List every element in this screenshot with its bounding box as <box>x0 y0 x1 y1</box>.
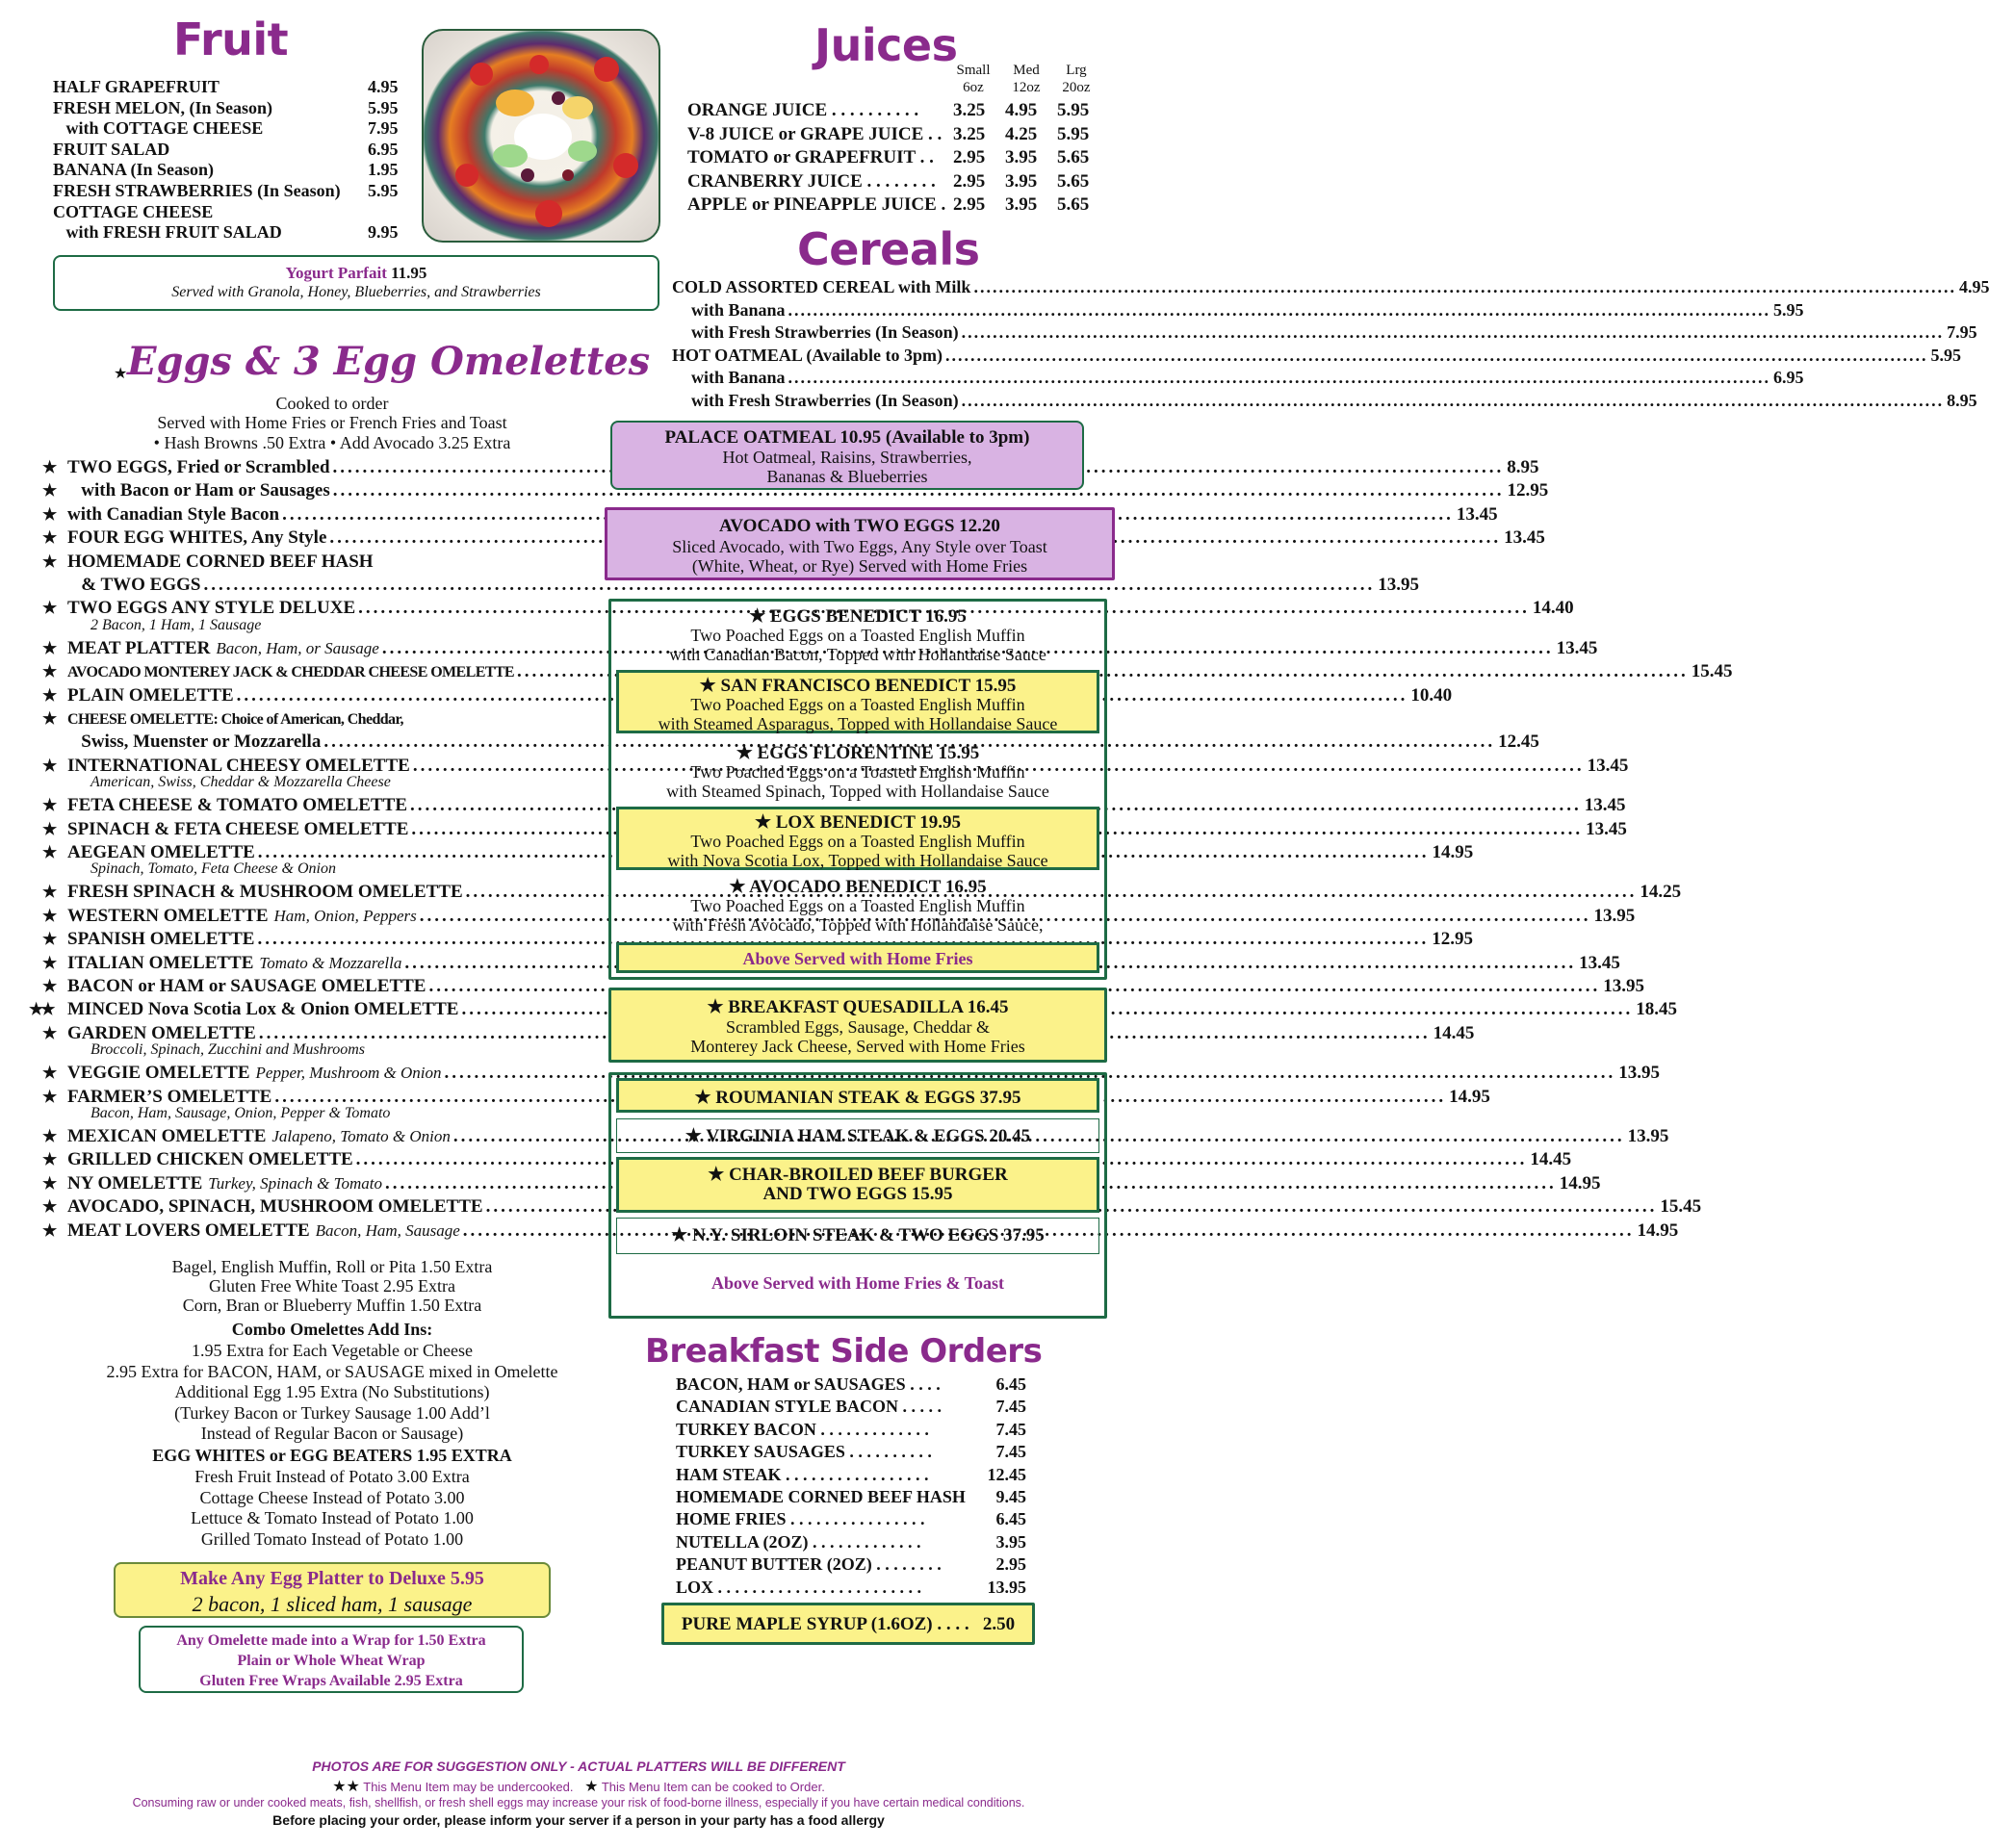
egg-item-name: with Canadian Style Bacon <box>67 503 280 525</box>
oz-small: 6oz <box>963 80 984 95</box>
oz-med: 12oz <box>1012 80 1041 95</box>
deluxe-title: Make Any Egg Platter to Deluxe 5.95 <box>180 1568 484 1589</box>
benedict-head: ★ AVOCADO BENEDICT 16.95 <box>729 877 987 897</box>
wrap-note: Plain or Whole Wheat Wrap <box>237 1653 426 1669</box>
side-item-name: TURKEY SAUSAGES . . . . . . . . . . <box>676 1442 932 1462</box>
juice-item-price: 5.95 <box>1057 123 1090 144</box>
substitution-note: Cottage Cheese Instead of Potato 3.00 <box>199 1487 465 1507</box>
egg-item-name: FRESH SPINACH & MUSHROOM OMELETTE <box>67 882 463 903</box>
benedict-head: ★ SAN FRANCISCO BENEDICT 15.95 <box>699 676 1017 696</box>
egg-item-name: WESTERN OMELETTE <box>67 905 269 926</box>
benedict-line2: with Fresh Avocado, Topped with Hollandaise Sauce, <box>672 915 1044 935</box>
quesadilla-box <box>608 988 1107 1063</box>
star-icon: ★ <box>42 843 58 861</box>
egg-item-price: 12.45 <box>1498 732 1539 753</box>
egg-item-price: 13.95 <box>1627 1126 1669 1146</box>
wrap-box <box>139 1626 524 1693</box>
star-icon: ★ <box>42 883 58 902</box>
cereal-item-name: COLD ASSORTED CEREAL with Milk <box>672 277 971 296</box>
eggs-title-star: ★ <box>114 366 128 382</box>
juice-item-price: 3.95 <box>1005 170 1038 192</box>
steak-item <box>616 1118 1099 1153</box>
eggs-cooked-note: Cooked to order <box>275 394 389 413</box>
avocado-eggs-head: AVOCADO with TWO EGGS 12.20 <box>719 516 1000 536</box>
egg-item-price: 14.45 <box>1530 1149 1572 1170</box>
egg-item-name: AEGEAN OMELETTE <box>67 842 255 862</box>
footer-warning: Consuming raw or under cooked meats, fish, shellfish, or fresh shell eggs may increase your risk of food-borne illness, especially if you have certain medical conditions. <box>132 1796 1025 1810</box>
leader-dots <box>788 299 1771 321</box>
substitution-note: Lettuce & Tomato Instead of Potato 1.00 <box>191 1508 474 1528</box>
cereal-item-name: with Fresh Strawberries (In Season) <box>691 391 959 410</box>
egg-item-note: Pepper, Mushroom & Onion <box>255 1064 442 1083</box>
star-icon: ★ <box>42 906 58 925</box>
egg-item <box>42 552 583 573</box>
egg-item-price: 14.40 <box>1532 598 1574 619</box>
benedict-item <box>616 807 1099 870</box>
egg-item-desc: Broccoli, Spinach, Zucchini and Mushrooms <box>90 1041 366 1059</box>
cereal-item-price: 5.95 <box>1773 299 1804 320</box>
yogurt-title: Yogurt Parfait <box>285 264 387 282</box>
juice-item-price: 5.95 <box>1057 100 1090 120</box>
benedict-line1: Two Poached Eggs on a Toasted English Muffin <box>690 762 1025 782</box>
egg-item-name: VEGGIE OMELETTE <box>67 1063 250 1084</box>
egg-whites-note: EGG WHITES or EGG BEATERS 1.95 EXTRA <box>152 1446 512 1465</box>
size-small: Small <box>956 63 991 78</box>
steak-footer-box <box>616 1262 1099 1312</box>
avocado-eggs-line2: (White, Wheat, or Rye) Served with Home Fries <box>691 556 1028 576</box>
cereal-item-price: 7.95 <box>1947 322 1977 343</box>
deluxe-box <box>114 1562 551 1618</box>
egg-item-name: AVOCADO, SPINACH, MUSHROOM OMELETTE <box>67 1196 483 1218</box>
star-icon: ★ <box>42 481 58 500</box>
egg-item-desc: Bacon, Ham, Sausage, Onion, Pepper & Tomato <box>90 1105 391 1121</box>
eggs-extras-note: • Hash Browns .50 Extra • Add Avocado 3.25 Extra <box>153 433 511 452</box>
star-icon: ★ <box>584 1779 599 1795</box>
side-item-name: NUTELLA (2OZ) . . . . . . . . . . . . . <box>676 1531 921 1552</box>
star-icon: ★ <box>42 1197 58 1217</box>
egg-item-name: SPINACH & FETA CHEESE OMELETTE <box>67 818 409 839</box>
egg-item-price: 12.95 <box>1507 480 1549 501</box>
fruit-item-price: 1.95 <box>368 160 399 180</box>
star-icon: ★ <box>42 1150 58 1169</box>
egg-item-name: MINCED Nova Scotia Lox & Onion OMELETTE <box>67 999 459 1020</box>
quesadilla-head: ★ BREAKFAST QUESADILLA 16.45 <box>707 997 1009 1017</box>
yogurt-parfait-box <box>53 255 659 311</box>
fruit-item-name: with COTTAGE CHEESE <box>53 118 264 139</box>
side-item-price: 9.45 <box>995 1487 1026 1506</box>
steak-item <box>616 1218 1099 1254</box>
fruit-item-price: 6.95 <box>368 139 399 159</box>
fruit-item-name: FRUIT SALAD <box>53 139 170 159</box>
juice-item-price: 5.65 <box>1057 194 1090 216</box>
steak-item <box>616 1157 1099 1213</box>
egg-item-name: BACON or HAM or SAUSAGE OMELETTE <box>67 976 426 996</box>
egg-item-name: HOMEMADE CORNED BEEF HASH <box>67 551 374 572</box>
side-item-price: 12.45 <box>987 1464 1026 1484</box>
egg-item-name: GARDEN OMELETTE <box>67 1022 256 1043</box>
juice-item-price: 3.95 <box>1005 194 1038 216</box>
egg-item-price: 8.95 <box>1507 457 1539 477</box>
fruit-item-name: HALF GRAPEFRUIT <box>53 77 220 96</box>
egg-item-price: 10.40 <box>1410 684 1453 706</box>
egg-item-price: 12.95 <box>1432 929 1473 950</box>
cereal-item <box>691 299 1804 321</box>
egg-item-note: Bacon, Ham, or Sausage <box>216 638 379 657</box>
egg-item-price: 13.45 <box>1556 637 1598 658</box>
side-item-name: HOMEMADE CORNED BEEF HASH <box>676 1487 966 1506</box>
juices-title: Juices <box>814 19 958 71</box>
side-item-name: BACON, HAM or SAUSAGES . . . . <box>676 1374 941 1394</box>
juice-item-price: 2.95 <box>953 147 986 168</box>
egg-item-desc: Spinach, Tomato, Feta Cheese & Onion <box>90 860 336 878</box>
star-icon: ★ <box>42 458 58 476</box>
star-icon: ★ <box>42 599 58 618</box>
juice-item-price: 2.95 <box>953 194 986 216</box>
egg-item <box>42 708 583 731</box>
fruit-item-price: 7.95 <box>368 118 399 139</box>
footer-star-legend <box>0 1777 1157 1796</box>
combo-note: Additional Egg 1.95 Extra (No Substitutions) <box>174 1382 490 1402</box>
cereal-item-name: with Fresh Strawberries (In Season) <box>691 322 959 343</box>
bread-note: Gluten Free White Toast 2.95 Extra <box>208 1276 456 1296</box>
egg-item-note: Jalapeno, Tomato & Onion <box>271 1127 451 1145</box>
palace-oatmeal-box <box>610 421 1084 490</box>
combo-note: (Turkey Bacon or Turkey Sausage 1.00 Add’l <box>174 1402 490 1423</box>
star-icon: ★ <box>42 953 58 972</box>
fruit-item-name: FRESH MELON, (In Season) <box>53 97 273 117</box>
benedict-line1: Two Poached Eggs on a Toasted English Muffin <box>690 626 1025 645</box>
combo-note: 2.95 Extra for BACON, HAM, or SAUSAGE mixed in Omelette <box>106 1361 558 1381</box>
juice-item-price: 3.25 <box>953 100 986 120</box>
star-icon: ★ <box>42 528 58 548</box>
footer-photos-note: PHOTOS ARE FOR SUGGESTION ONLY - ACTUAL PLATTERS WILL BE DIFFERENT <box>312 1758 845 1774</box>
juice-item-price: 5.65 <box>1057 147 1090 168</box>
benedict-head: ★ LOX BENEDICT 19.95 <box>754 812 962 833</box>
egg-item-price: 14.25 <box>1640 882 1682 903</box>
cereal-item-price: 4.95 <box>1958 277 1989 296</box>
egg-item-name: FOUR EGG WHITES, Any Style <box>67 527 327 549</box>
fruit-item-price: 5.95 <box>368 97 399 117</box>
egg-item <box>42 661 1733 683</box>
egg-item <box>42 795 1626 816</box>
star-icon: ★ <box>42 552 58 571</box>
fruit-title: Fruit <box>173 13 289 65</box>
fruit-item-name: FRESH STRAWBERRIES (In Season) <box>53 181 341 200</box>
fruit-item-price: 4.95 <box>368 77 399 96</box>
star-icon: ★ <box>42 504 58 524</box>
leader-dots <box>945 345 1928 366</box>
star-icon: ★ <box>42 685 58 705</box>
eggs-title: Eggs & 3 Egg Omelettes <box>127 339 651 384</box>
egg-item <box>42 575 1419 596</box>
egg-item-note: Tomato & Mozzarella <box>259 953 402 972</box>
combo-title: Combo Omelettes Add Ins: <box>231 1320 433 1339</box>
star-icon: ★ <box>42 1087 58 1106</box>
bread-note: Bagel, English Muffin, Roll or Pita 1.50 Extra <box>171 1257 493 1276</box>
egg-item-price: 13.45 <box>1504 527 1545 549</box>
star-icon: ★ <box>42 796 58 815</box>
fruit-item-name: BANANA (In Season) <box>53 160 215 180</box>
juice-item-price: 3.95 <box>1005 147 1038 168</box>
benedict-line2: with Nova Scotia Lox, Topped with Hollandaise Sauce <box>667 851 1048 870</box>
steak-label: ★ ROUMANIAN STEAK & EGGS 37.95 <box>694 1088 1021 1108</box>
oz-lrg: 20oz <box>1062 80 1091 95</box>
side-item-price: 7.45 <box>995 1397 1026 1417</box>
substitution-note: Fresh Fruit Instead of Potato 3.00 Extra <box>194 1467 470 1486</box>
star-icon: ★ <box>42 1023 58 1042</box>
cereal-item-name: with Banana <box>691 299 786 320</box>
egg-item-price: 14.95 <box>1432 842 1474 862</box>
juice-item-name: TOMATO or GRAPEFRUIT . . <box>687 147 934 168</box>
egg-item-price: 13.45 <box>1584 795 1626 816</box>
steak-label: ★ CHAR-BROILED BEEF BURGER <box>708 1165 1008 1185</box>
cereal-item <box>691 321 1977 343</box>
egg-item-name: & TWO EGGS <box>67 575 201 595</box>
maple-syrup: PURE MAPLE SYRUP (1.6OZ) . . . . 2.50 <box>681 1614 1016 1634</box>
egg-item <box>42 1149 1572 1170</box>
benedict-item <box>616 874 1099 937</box>
egg-item-price: 14.95 <box>1449 1086 1490 1107</box>
egg-item-name: PLAIN OMELETTE <box>67 684 234 706</box>
cereal-item-price: 8.95 <box>1947 391 1977 410</box>
juice-item-price: 4.95 <box>1005 100 1038 120</box>
fruit-plate-photo <box>422 29 660 243</box>
combo-note: Instead of Regular Bacon or Sausage) <box>200 1424 464 1444</box>
yogurt-price: 11.95 <box>391 264 427 282</box>
egg-item-price: 13.45 <box>1586 818 1627 839</box>
steak-label: ★ VIRGINIA HAM STEAK & EGGS 20.45 <box>685 1126 1031 1146</box>
side-item-price: 6.45 <box>995 1509 1026 1529</box>
juice-item-price: 5.65 <box>1057 170 1090 192</box>
yogurt-desc: Served with Granola, Honey, Blueberries, and Strawberries <box>171 284 541 300</box>
side-item-name: CANADIAN STYLE BACON . . . . . <box>676 1397 943 1417</box>
side-item-price: 2.95 <box>995 1554 1026 1575</box>
side-item-price: 6.45 <box>995 1374 1026 1394</box>
egg-item-note: Ham, Onion, Peppers <box>273 906 417 925</box>
benedict-line1: Two Poached Eggs on a Toasted English Muffin <box>690 896 1025 915</box>
juice-item-name: V-8 JUICE or GRAPE JUICE . . <box>687 123 943 144</box>
quesadilla-line1: Scrambled Eggs, Sausage, Cheddar & <box>726 1017 990 1037</box>
deluxe-sub: 2 bacon, 1 sliced ham, 1 sausage <box>192 1592 473 1616</box>
egg-item-name: ITALIAN OMELETTE <box>67 952 254 973</box>
star-icon: ★ <box>42 1127 58 1145</box>
maple-syrup-box <box>661 1603 1035 1645</box>
juice-item-name: CRANBERRY JUICE . . . . . . . . <box>687 170 936 192</box>
cereal-item-price: 6.95 <box>1773 368 1804 388</box>
steak-footer: Above Served with Home Fries & Toast <box>711 1273 1004 1293</box>
benedict-item <box>616 603 1099 667</box>
side-item-price: 13.95 <box>987 1577 1026 1597</box>
fruit-item-name: with FRESH FRUIT SALAD <box>53 222 282 243</box>
egg-item-name: MEAT PLATTER <box>67 637 211 658</box>
egg-item-name: AVOCADO MONTEREY JACK & CHEDDAR CHEESE OMELETTE <box>67 664 514 681</box>
egg-item-name: MEXICAN OMELETTE <box>67 1126 267 1146</box>
cereal-item <box>691 367 1804 388</box>
cereal-item-name: with Banana <box>691 368 786 388</box>
wrap-note: Any Omelette made into a Wrap for 1.50 Extra <box>176 1632 486 1649</box>
star-icon: ★ <box>42 819 58 838</box>
side-item-price: 7.45 <box>995 1442 1026 1462</box>
undercooked-note: This Menu Item may be undercooked. <box>363 1780 574 1794</box>
egg-item-name: CHEESE OMELETTE: Choice of American, Cheddar, <box>67 711 403 728</box>
substitution-note: Grilled Tomato Instead of Potato 1.00 <box>200 1528 464 1549</box>
egg-item <box>42 1063 1660 1084</box>
star-icon: ★ <box>42 1220 58 1240</box>
leader-dots <box>973 276 1956 297</box>
benedict-line2: with Canadian Bacon, Topped with Hollandaise Sauce <box>669 645 1046 664</box>
benedict-item <box>616 670 1099 733</box>
star-icon: ★★ <box>29 1000 53 1019</box>
side-item-price: 3.95 <box>995 1531 1026 1552</box>
benedict-head: ★ EGGS BENEDICT 16.95 <box>749 606 967 627</box>
egg-item-name: FARMER’S OMELETTE <box>67 1086 272 1107</box>
egg-item <box>42 976 1644 997</box>
size-lrg: Lrg <box>1066 63 1087 78</box>
combo-note: 1.95 Extra for Each Vegetable or Cheese <box>191 1341 474 1360</box>
star-icon: ★ <box>42 756 58 775</box>
egg-item-price: 13.95 <box>1618 1063 1660 1084</box>
egg-item-name: MEAT LOVERS OMELETTE <box>67 1219 310 1241</box>
eggs-served-note: Served with Home Fries or French Fries and Toast <box>157 413 507 432</box>
benedict-line1: Two Poached Eggs on a Toasted English Muffin <box>690 695 1025 714</box>
fruit-item-name: COTTAGE CHEESE <box>53 201 214 221</box>
side-item-name: HAM STEAK . . . . . . . . . . . . . . . . . <box>676 1464 929 1484</box>
cereal-item-name: HOT OATMEAL (Available to 3pm) <box>672 345 943 365</box>
side-item-name: PEANUT BUTTER (2OZ) . . . . . . . . <box>676 1554 942 1575</box>
egg-item-price: 15.45 <box>1660 1196 1702 1218</box>
egg-item-price: 18.45 <box>1636 999 1677 1020</box>
egg-item-price: 13.95 <box>1603 976 1644 996</box>
leader-dots <box>962 321 1945 343</box>
cereal-item <box>672 345 1962 366</box>
steak-label2: AND TWO EGGS 15.95 <box>762 1184 953 1204</box>
egg-item-name: TWO EGGS, Fried or Scrambled <box>67 457 330 477</box>
leader-dots <box>788 367 1771 388</box>
cereals-title: Cereals <box>797 223 980 275</box>
bread-note: Corn, Bran or Blueberry Muffin 1.50 Extra <box>182 1296 482 1315</box>
juice-item-price: 3.25 <box>953 123 986 144</box>
size-med: Med <box>1013 63 1040 78</box>
egg-item-price: 13.45 <box>1456 503 1498 525</box>
egg-item-price: 13.95 <box>1593 905 1636 926</box>
side-item-name: LOX . . . . . . . . . . . . . . . . . . . . . . . . <box>676 1577 922 1597</box>
avocado-eggs-line1: Sliced Avocado, with Two Eggs, Any Style over Toast <box>672 537 1047 556</box>
star-icon: ★ <box>42 930 58 949</box>
cereal-item-price: 5.95 <box>1930 345 1962 365</box>
fruit-item-price: 5.95 <box>368 181 399 200</box>
egg-item-price: 14.95 <box>1559 1172 1601 1194</box>
star-icon: ★ <box>42 638 58 657</box>
egg-item-note: Turkey, Spinach & Tomato <box>208 1173 382 1193</box>
side-item-name: HOME FRIES . . . . . . . . . . . . . . . . <box>676 1509 925 1529</box>
steak-item <box>616 1078 1099 1113</box>
palace-line2: Bananas & Blueberries <box>766 467 928 486</box>
egg-item <box>42 929 1473 950</box>
juice-item-price: 2.95 <box>953 170 986 192</box>
egg-item-name: INTERNATIONAL CHEESY OMELETTE <box>67 755 410 776</box>
star-icon: ★ <box>42 1173 58 1193</box>
benedict-footer: Above Served with Home Fries <box>742 949 973 968</box>
benedict-line1: Two Poached Eggs on a Toasted English Muffin <box>690 832 1025 851</box>
cereal-item <box>672 276 1989 297</box>
egg-item-desc: 2 Bacon, 1 Ham, 1 Sausage <box>90 616 262 633</box>
quesadilla-line2: Monterey Jack Cheese, Served with Home Fries <box>690 1037 1025 1056</box>
egg-item-price: 14.45 <box>1433 1022 1475 1043</box>
egg-item-name: SPANISH OMELETTE <box>67 929 255 950</box>
juice-item-name: ORANGE JUICE . . . . . . . . . . <box>687 100 919 120</box>
side-item-name: TURKEY BACON . . . . . . . . . . . . . <box>676 1419 929 1439</box>
benedict-line2: with Steamed Spinach, Topped with Hollandaise Sauce <box>666 782 1049 801</box>
egg-item-price: 15.45 <box>1691 661 1733 682</box>
palace-head: PALACE OATMEAL 10.95 (Available to 3pm) <box>664 427 1030 448</box>
footer-allergy: Before placing your order, please inform your server if a person in your party has a food allergy <box>272 1812 885 1828</box>
egg-item <box>42 1196 1702 1218</box>
egg-item-name: with Bacon or Ham or Sausages <box>67 480 330 501</box>
juice-item-price: 4.25 <box>1005 123 1038 144</box>
juice-size-header <box>945 62 1101 96</box>
egg-item-desc: American, Swiss, Cheddar & Mozzarella Cheese <box>90 774 391 791</box>
egg-item-note: Bacon, Ham, Sausage <box>315 1220 460 1240</box>
egg-item-name: Swiss, Muenster or Mozzarella <box>67 732 322 753</box>
steak-label: ★ N.Y. SIRLOIN STEAK & TWO EGGS 37.95 <box>671 1225 1045 1245</box>
egg-item-price: 13.45 <box>1579 952 1620 973</box>
juice-item-name: APPLE or PINEAPPLE JUICE . <box>687 194 946 216</box>
egg-item-name: NY OMELETTE <box>67 1172 203 1194</box>
side-item-price: 7.45 <box>995 1419 1026 1439</box>
cooked-to-order-note: This Menu Item can be cooked to Order. <box>601 1780 825 1794</box>
sides-title: Breakfast Side Orders <box>645 1332 1043 1371</box>
fruit-item-price: 9.95 <box>368 222 399 243</box>
benedict-footer-box <box>616 942 1099 973</box>
benedict-line2: with Steamed Asparagus, Topped with Hollandaise Sauce <box>658 714 1058 733</box>
double-star-icon: ★★ <box>332 1779 360 1795</box>
egg-item-name: TWO EGGS ANY STYLE DELUXE <box>67 598 356 619</box>
egg-item-name: GRILLED CHICKEN OMELETTE <box>67 1149 353 1170</box>
wrap-note: Gluten Free Wraps Available 2.95 Extra <box>199 1673 463 1689</box>
avocado-eggs-box <box>605 507 1115 580</box>
palace-line1: Hot Oatmeal, Raisins, Strawberries, <box>722 448 972 467</box>
star-icon: ★ <box>42 662 58 681</box>
benedict-head: ★ EGGS FLORENTINE 15.95 <box>736 743 980 763</box>
cereal-item <box>691 390 1977 411</box>
egg-item-price: 13.45 <box>1587 755 1629 776</box>
leader-dots <box>962 390 1945 411</box>
egg-item <box>42 480 1549 501</box>
star-icon: ★ <box>42 1064 58 1083</box>
star-icon: ★ <box>42 709 58 728</box>
egg-item-name: FETA CHEESE & TOMATO OMELETTE <box>67 795 407 816</box>
benedict-item <box>616 740 1099 804</box>
egg-item-price: 13.95 <box>1378 575 1419 595</box>
egg-item-price: 14.95 <box>1637 1219 1679 1241</box>
star-icon: ★ <box>42 977 58 995</box>
